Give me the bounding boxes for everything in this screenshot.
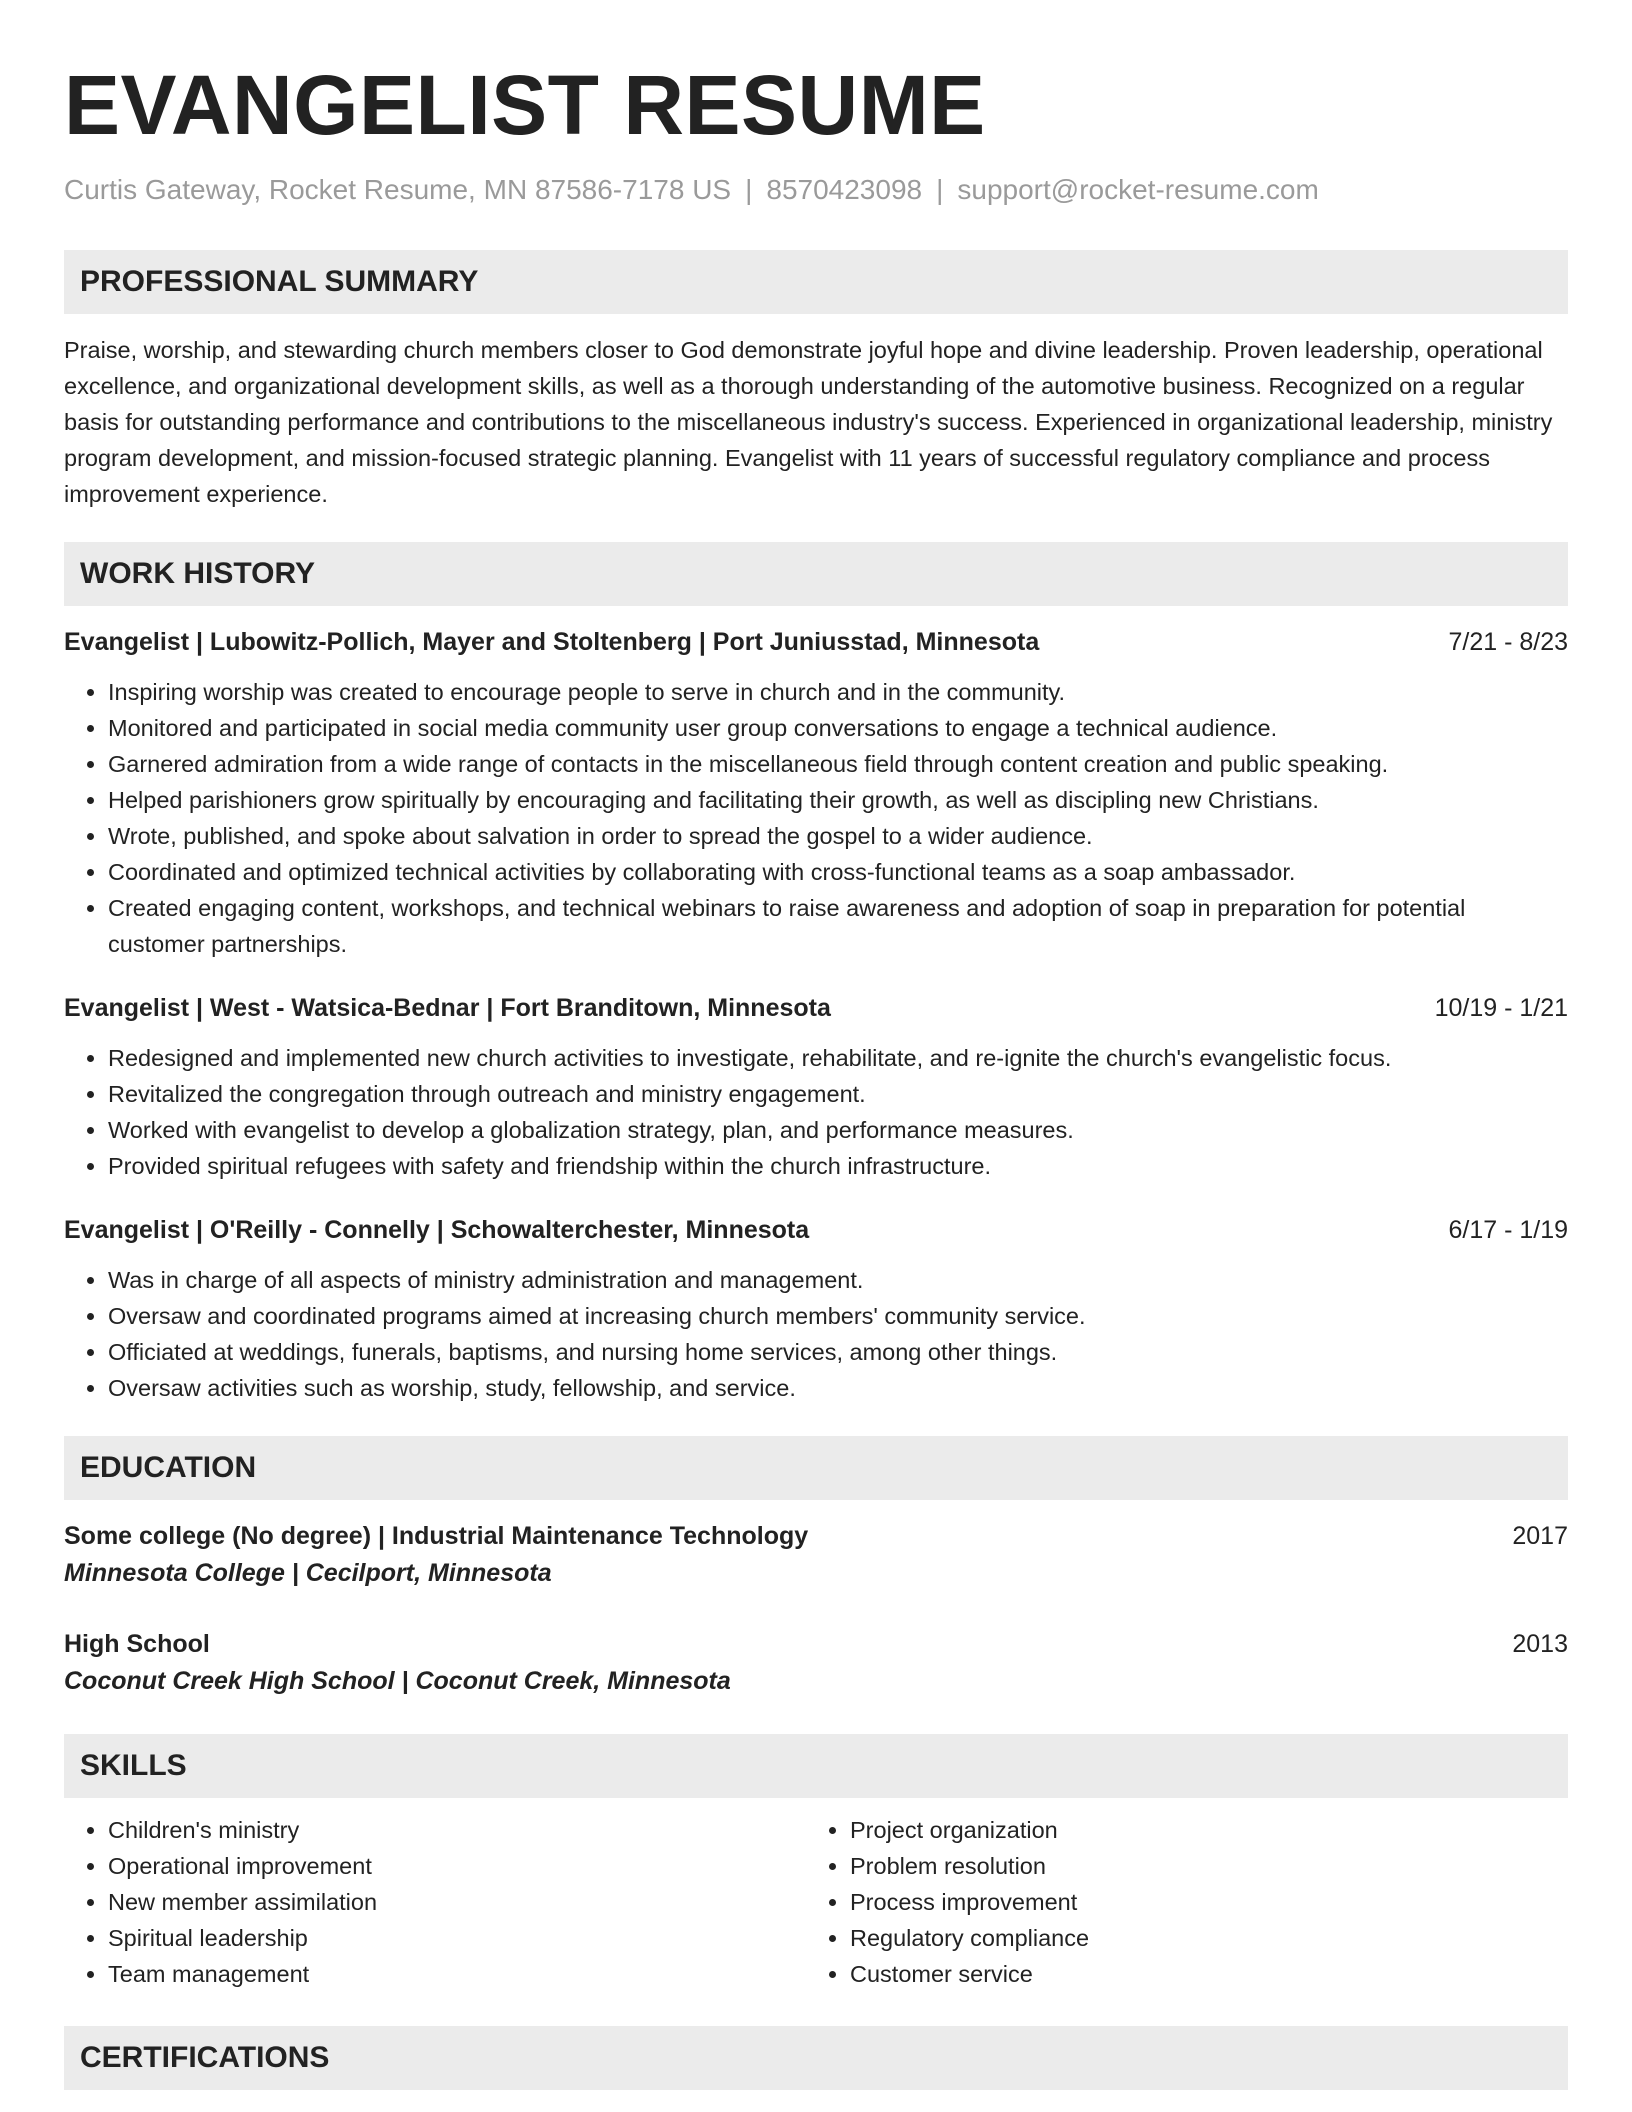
- skills-column-right: [806, 1812, 1548, 1992]
- job-bullet: • Helped parishioners grow spiritually by encouraging and facilitating their growth, as well as discipling new Christians.: [108, 782, 1568, 818]
- resume-page: [64, 0, 1568, 2090]
- resume-title: EVANGELIST RESUME: [64, 58, 986, 152]
- section-heading-work-history: WORK HISTORY: [64, 542, 1568, 606]
- job-bullet: • Revitalized the congregation through outreach and ministry engagement.: [108, 1076, 1568, 1112]
- job-bullet: • Inspiring worship was created to encourage people to serve in church and in the community.: [108, 674, 1568, 710]
- job-bullet: • Garnered admiration from a wide range of contacts in the miscellaneous field through content creation and public speaking.: [108, 746, 1568, 782]
- summary-text: Praise, worship, and stewarding church members closer to God demonstrate joyful hope and divine leadership. Proven leadership, operational excellence, and organizational development skills, as well as a thorough understanding of the automotive business. Recognized on a regular basis for outstanding performance and contributions to the miscellaneous industry's success. Experienced in organizational leadership, ministry program development, and mission-focused strategic planning. Evangelist with 11 years of successful regulatory compliance and process improvement experience.: [64, 337, 1553, 507]
- education-entry: [64, 1518, 1568, 1592]
- education-school: Coconut Creek High School | Coconut Creek, Minnesota: [64, 1667, 731, 1695]
- section-heading-education: EDUCATION: [64, 1436, 1568, 1500]
- education-school: Minnesota College | Cecilport, Minnesota: [64, 1559, 552, 1587]
- skills-column-left: [64, 1812, 806, 1992]
- job-dates: 7/21 - 8/23: [1448, 628, 1568, 656]
- contact-address: Curtis Gateway, Rocket Resume, MN 87586-7178 US: [64, 174, 732, 205]
- education-year: 2013: [1512, 1630, 1568, 1658]
- skills-list: [64, 1812, 1568, 1992]
- job-bullet: • Monitored and participated in social media community user group conversations to engage a technical audience.: [108, 710, 1568, 746]
- contact-email: support@rocket-resume.com: [957, 174, 1319, 205]
- job-bullet: • Officiated at weddings, funerals, baptisms, and nursing home services, among other things.: [108, 1334, 1568, 1370]
- section-heading-certifications: CERTIFICATIONS: [64, 2026, 1568, 2090]
- job-bullet: • Worked with evangelist to develop a globalization strategy, plan, and performance measures.: [108, 1112, 1568, 1148]
- job-bullets: [64, 1040, 1568, 1184]
- section-heading-skills: SKILLS: [64, 1734, 1568, 1798]
- skill-item: • Regulatory compliance: [850, 1920, 1548, 1956]
- job-bullet: • Coordinated and optimized technical activities by collaborating with cross-functional teams as a soap ambassador.: [108, 854, 1568, 890]
- skill-item: • Process improvement: [850, 1884, 1548, 1920]
- job-bullet: • Provided spiritual refugees with safety and friendship within the church infrastructure.: [108, 1148, 1568, 1184]
- education-entry: [64, 1626, 1568, 1700]
- skill-item: • Problem resolution: [850, 1848, 1548, 1884]
- job-bullet: • Oversaw and coordinated programs aimed at increasing church members' community service.: [108, 1298, 1568, 1334]
- education-year: 2017: [1512, 1522, 1568, 1550]
- skill-item: • Children's ministry: [108, 1812, 806, 1848]
- job-entry: [64, 624, 1568, 962]
- job-bullet: • Oversaw activities such as worship, study, fellowship, and service.: [108, 1370, 1568, 1406]
- job-bullet: • Was in charge of all aspects of ministry administration and management.: [108, 1262, 1568, 1298]
- job-entry: [64, 1212, 1568, 1406]
- job-dates: 10/19 - 1/21: [1434, 994, 1568, 1022]
- job-bullet: • Redesigned and implemented new church activities to investigate, rehabilitate, and re-ignite the church's evangelistic focus.: [108, 1040, 1568, 1076]
- skill-item: • Project organization: [850, 1812, 1548, 1848]
- job-bullets: [64, 674, 1568, 962]
- education-degree: Some college (No degree) | Industrial Maintenance Technology: [64, 1522, 809, 1550]
- contact-separator: |: [745, 174, 753, 205]
- job-dates: 6/17 - 1/19: [1448, 1216, 1568, 1244]
- job-bullet: • Wrote, published, and spoke about salvation in order to spread the gospel to a wider audience.: [108, 818, 1568, 854]
- job-title: Evangelist | Lubowitz-Pollich, Mayer and Stoltenberg | Port Juniusstad, Minnesota: [64, 628, 1040, 656]
- skill-item: • Operational improvement: [108, 1848, 806, 1884]
- contact-line: [64, 172, 1568, 208]
- contact-phone: 8570423098: [766, 174, 923, 205]
- skill-item: • Team management: [108, 1956, 806, 1992]
- job-title: Evangelist | O'Reilly - Connelly | Schowalterchester, Minnesota: [64, 1216, 810, 1244]
- skill-item: • New member assimilation: [108, 1884, 806, 1920]
- section-heading-summary: PROFESSIONAL SUMMARY: [64, 250, 1568, 314]
- job-bullets: [64, 1262, 1568, 1406]
- job-bullet: • Created engaging content, workshops, and technical webinars to raise awareness and adoption of soap in preparation for potential customer partnerships.: [108, 890, 1568, 962]
- contact-separator: |: [936, 174, 944, 205]
- education-degree: High School: [64, 1630, 210, 1658]
- job-entry: [64, 990, 1568, 1184]
- skill-item: • Spiritual leadership: [108, 1920, 806, 1956]
- job-title: Evangelist | West - Watsica-Bednar | Fort Branditown, Minnesota: [64, 994, 831, 1022]
- skill-item: • Customer service: [850, 1956, 1548, 1992]
